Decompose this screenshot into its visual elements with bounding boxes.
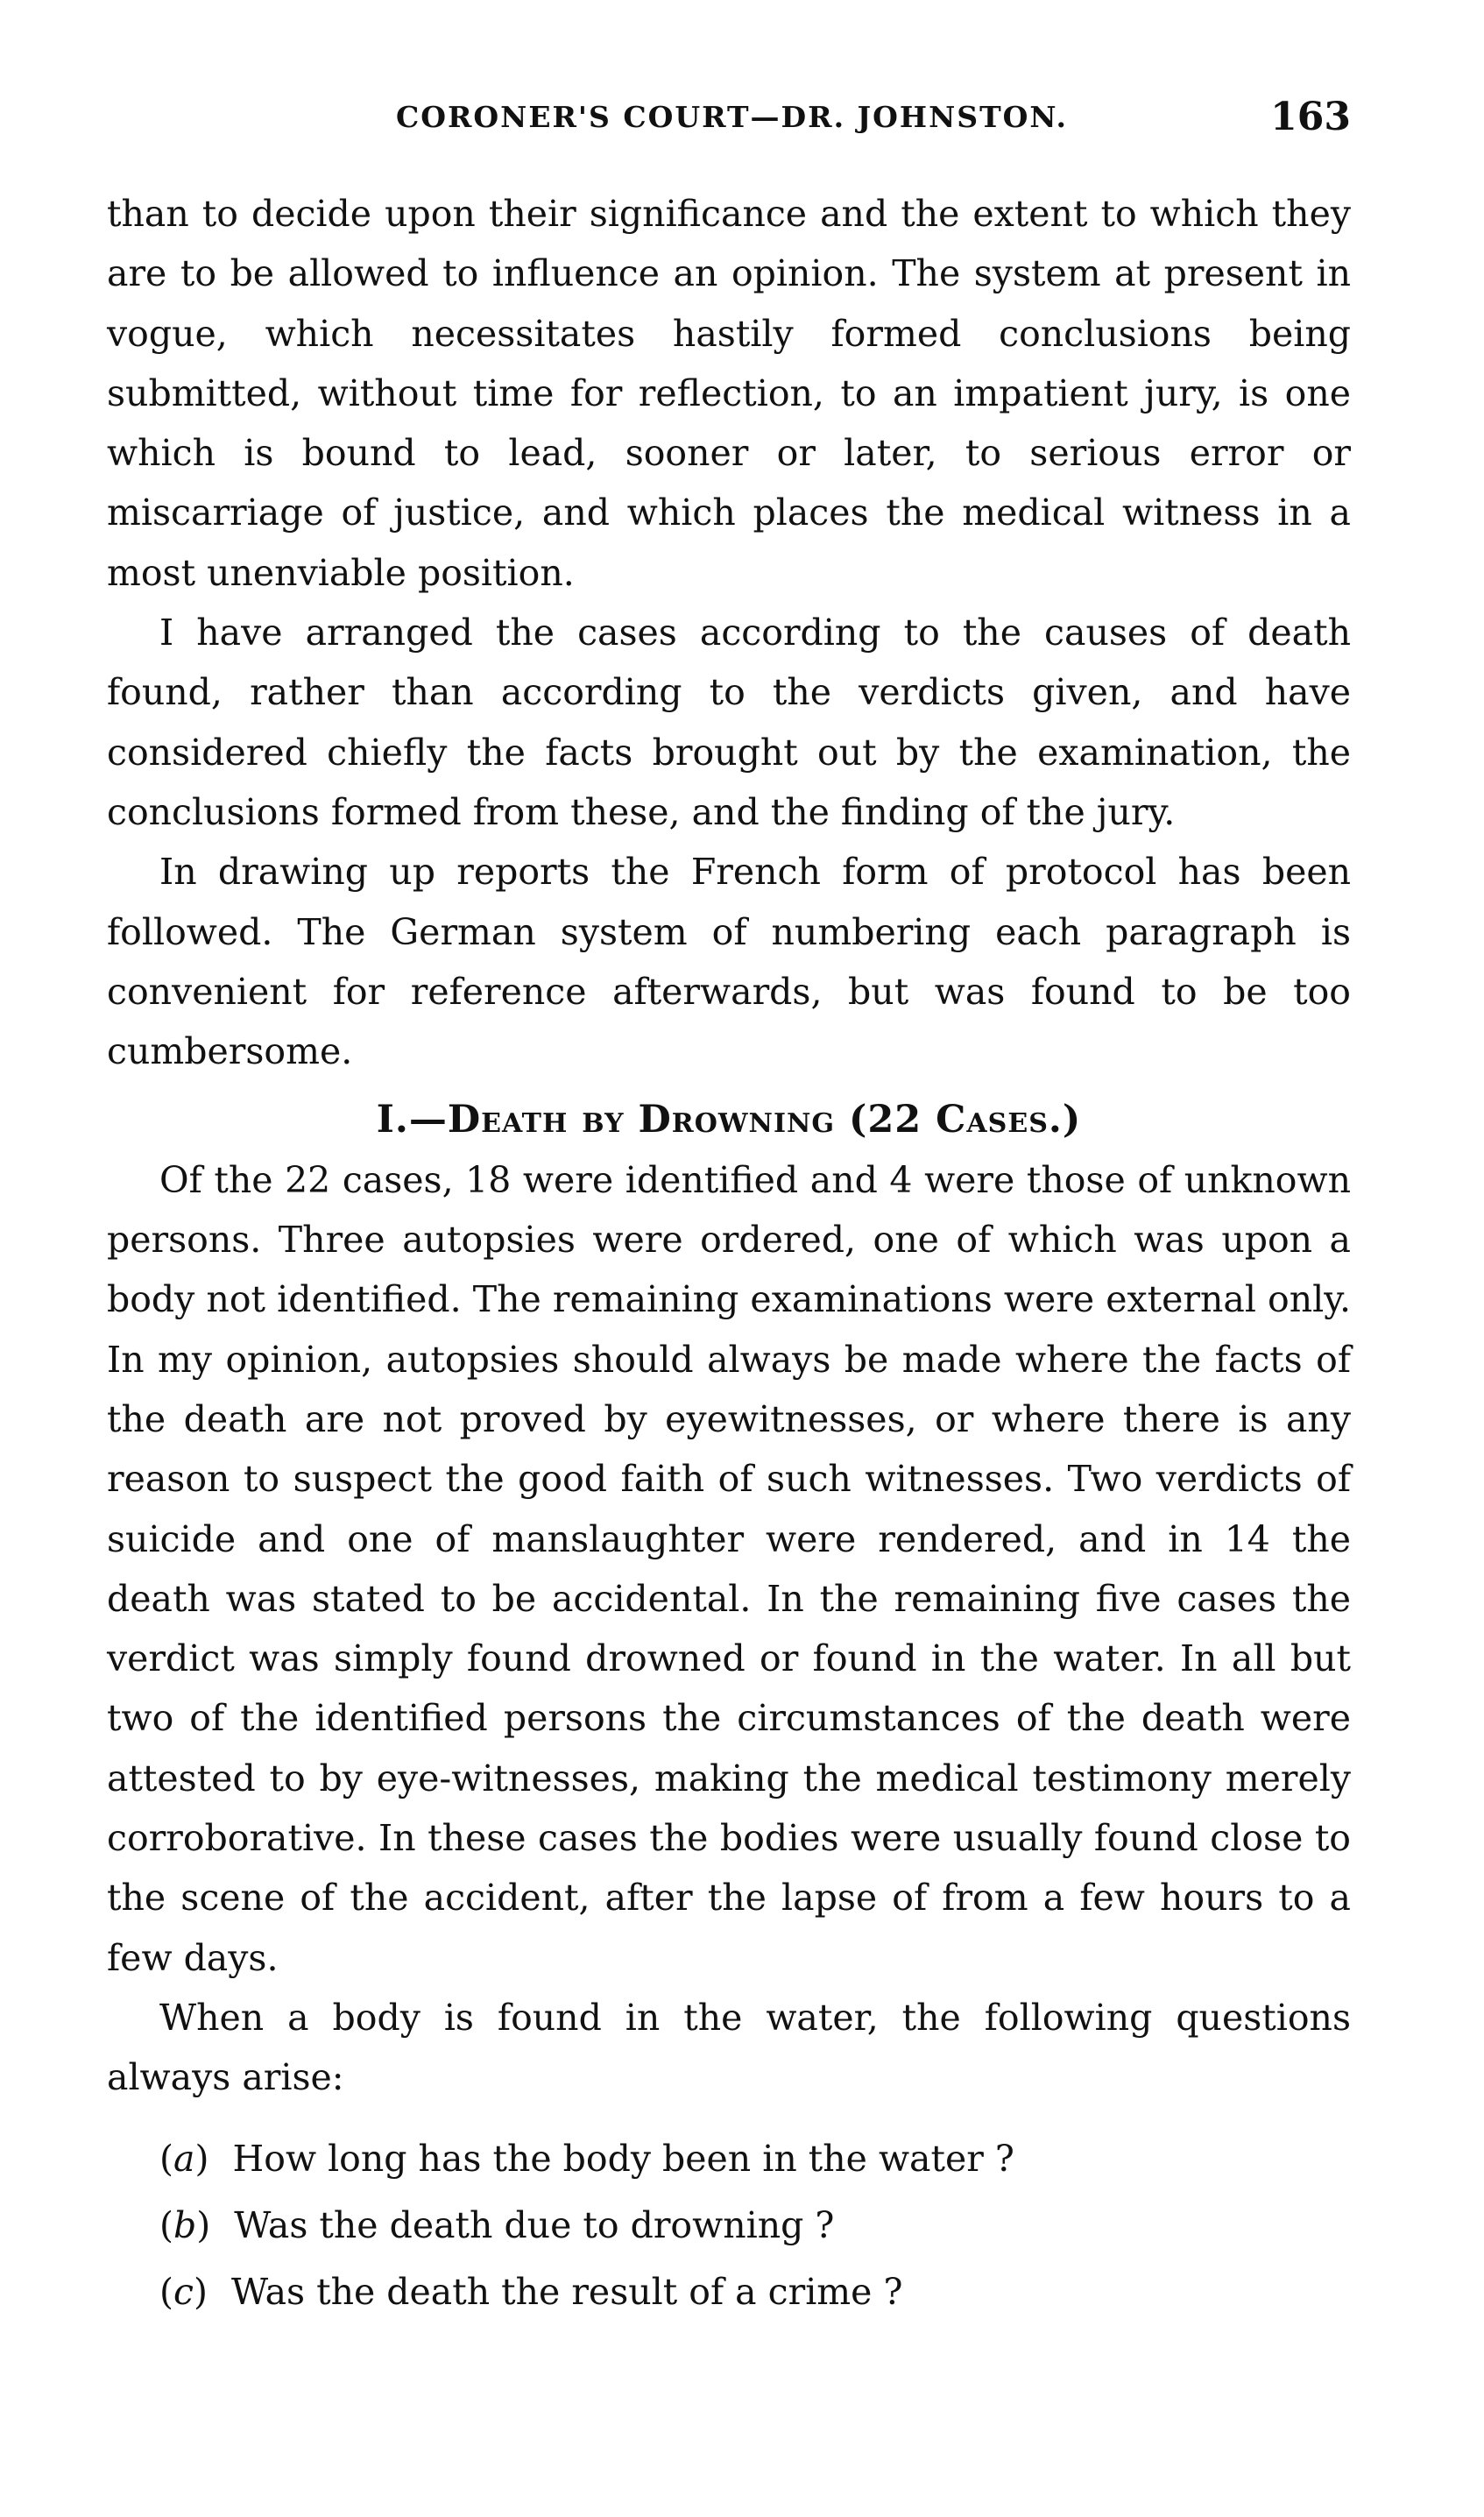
questions-list xyxy=(107,2125,1351,2325)
section-heading: I.—Death by Drowning (22 Cases.) xyxy=(376,1098,1082,1142)
question-item xyxy=(107,2192,1351,2259)
paragraph-continued: than to decide upon their significance and the extent to which they are to be allowed to influence an opinion. The system at present in vogue, which necessitates hastily formed conclusions being submitted, without time for reflection, to an impatient jury, is one which is bound to lead, sooner or later, to serious error or miscarriage of justice, and which places the medical witness in a most unenviable position. xyxy=(107,193,1351,594)
paragraph-questions-intro: When a body is found in the water, the following questions always arise: xyxy=(107,1996,1351,2099)
paragraph-arrangement: I have arranged the cases according to the causes of death found, rather than according to the verdicts given, and have considered chiefly the facts brought out by the examination, the conclusions formed from these, and the finding of the jury. xyxy=(107,612,1351,833)
paragraph-reports: In drawing up reports the French form of protocol has been followed. The German system of numbering each paragraph is convenient for reference afterwards, but was found to be too cumbersome. xyxy=(107,851,1351,1073)
question-marker: (c) xyxy=(159,2270,208,2313)
page-number: 163 xyxy=(1270,95,1351,139)
question-marker: (a) xyxy=(159,2137,209,2180)
question-marker: (b) xyxy=(159,2203,211,2246)
paragraph-drowning-cases: Of the 22 cases, 18 were identified and 4 were those of unknown persons. Three autopsies were ordered, one of which was upon a body not identified. The remaining examinations were external only. In my opinion, autopsies should always be made where the facts of the death are not proved by eyewitnesses, or where there is any reason to suspect the good faith of such witnesses. Two verdicts of suicide and one of manslaughter were rendered, and in 14 the death was stated to be accidental. In the remaining five cases the verdict was simply found drowned or found in the water. In all but two of the identified persons the circumstances of the death were attested to by eye-witnesses, making the medical testimony merely corroborative. In these cases the bodies were usually found close to the scene of the accident, after the lapse of from a few hours to a few days. xyxy=(107,1158,1351,1979)
question-text: Was the death due to drowning ? xyxy=(234,2203,835,2246)
question-item xyxy=(107,2125,1351,2192)
question-item xyxy=(107,2259,1351,2325)
running-title: CORONER'S COURT—DR. JOHNSTON. xyxy=(396,100,1068,134)
book-page xyxy=(107,0,1351,2517)
question-text: Was the death the result of a crime ? xyxy=(231,2270,903,2313)
text-block xyxy=(107,184,1351,2325)
running-head xyxy=(107,95,1351,147)
question-text: How long has the body been in the water ? xyxy=(232,2137,1014,2180)
